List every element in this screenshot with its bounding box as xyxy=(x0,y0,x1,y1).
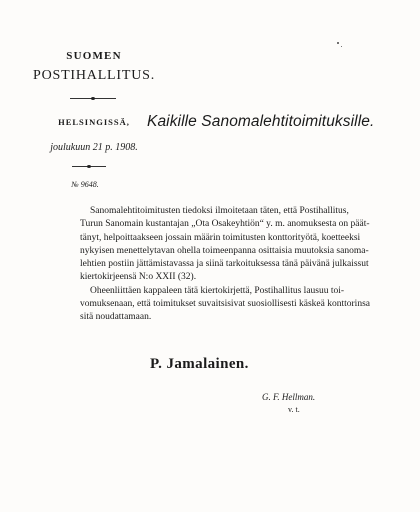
body-line: lehtien postiin jättämistavassa ja siinä tarkoituksessa tänä päivänä julkaissut xyxy=(80,259,369,270)
body-paragraph-2 xyxy=(80,285,370,325)
body-line: Oheenliittäen kappaleen tätä kiertokirjettä, Postihallitus lausuu toi- xyxy=(90,285,345,296)
body-line: Sanomalehtitoimitusten tiedoksi ilmoitetaan täten, että Postihallitus, xyxy=(90,206,349,216)
ink-speck xyxy=(337,42,339,44)
ink-speck xyxy=(341,46,342,47)
body-line: nykyisen menettelytavan ohella toimeenpanna osittaisia muutoksia sanoma- xyxy=(80,245,369,256)
body-line: sitä noudattamaan. xyxy=(80,312,152,323)
body-paragraph-1 xyxy=(80,205,370,285)
letter-body xyxy=(80,205,370,325)
body-line: Turun Sanomain kustantajan „Ota Osakeyhtiön“ y. m. anomuksesta on päät- xyxy=(80,219,370,230)
date-line: joulukuun 21 p. 1908. xyxy=(50,142,138,153)
issuer-country: SUOMEN xyxy=(66,50,122,62)
place-line: HELSINGISSÄ, xyxy=(58,117,130,127)
issuer-office: POSTIHALLITUS. xyxy=(32,68,156,83)
body-line: tänyt, helpoittaakseen jossain määrin toimitusten konttorityötä, koetteeksi xyxy=(80,232,361,243)
signer-name: P. Jamalainen. xyxy=(150,356,249,372)
body-line: kiertokirjeensä N:o XXII (32). xyxy=(80,272,197,283)
document-number: № 9648. xyxy=(71,180,99,189)
cosigner-title: v. t. xyxy=(288,405,300,414)
cosigner-name: G. F. Hellman. xyxy=(262,392,316,402)
recipient-line: Kaikille Sanomalehtitoimituksille. xyxy=(147,113,375,130)
body-line: vomuksenaan, että toimitukset suvaitsisivat suosiollisesti käskeä konttorinsa xyxy=(80,299,370,310)
